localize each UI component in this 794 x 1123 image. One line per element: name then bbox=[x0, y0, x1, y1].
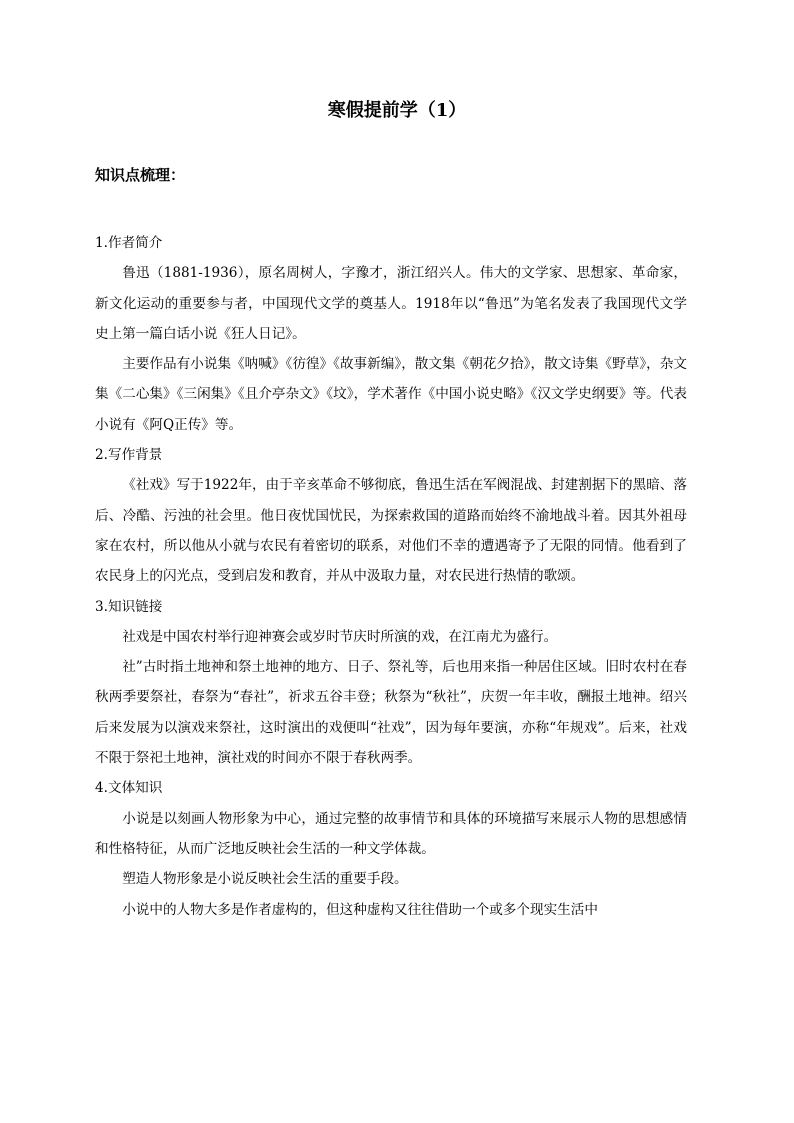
section-heading-author: 1.作者简介 bbox=[95, 235, 163, 251]
section-subtitle: 知识点梳理： bbox=[95, 166, 186, 184]
section-heading-background: 2.写作背景 bbox=[95, 447, 163, 464]
paragraph-novel-definition: 小说是以刻画人物形象为中心，通过完整的故事情节和具体的环境描写来展示人物的思想感情和性格特征，从而广泛地反映社会生活的一种文学体裁。 bbox=[95, 810, 687, 857]
paragraph-author-works: 主要作品有小说集《呐喊》《彷徨》《故事新编》，散文集《朝花夕拾》，散文诗集《野草》，杂文集《二心集》《三闲集》《且介亭杂文》《坟》，学术著作《中国小说史略》《汉文学史纲要》等。代表小说有《阿Q正传》等。 bbox=[95, 356, 687, 433]
section-heading-genre: 4.文体知识 bbox=[95, 780, 163, 797]
paragraph-background: 《社戏》写于1922年，由于辛亥革命不够彻底，鲁迅生活在军阀混战、封建割据下的黑暗、落后、冷酷、污浊的社会里。他日夜忧国忧民，为探索救国的道路而始终不渝地战斗着。因其外祖母家在农村，所以他从小就与农民有着密切的联系，对他们不幸的遭遇寄予了无限的同情。他看到了农民身上的闪光点，受到启发和教育，并从中汲取力量，对农民进行热情的歌颂。 bbox=[95, 477, 687, 585]
paragraph-she-meaning: 社”古时指土地神和祭土地神的地方、日子、祭礼等，后也用来指一种居住区域。旧时农村在春秋两季要祭社，春祭为“春社”，祈求五谷丰登；秋祭为“秋社”，庆贺一年丰收，酬报土地神。绍兴后来发展为以演戏来祭社，这时演出的戏便叫“社戏”，因为每年要演，亦称“年规戏”。后来，社戏不限于祭祀土地神，演社戏的时间亦不限于春秋两季。 bbox=[95, 659, 687, 767]
document-title: 寒假提前学（1） bbox=[327, 100, 467, 121]
paragraph-character-shaping: 塑造人物形象是小说反映社会生活的重要手段。 bbox=[122, 871, 408, 888]
section-heading-knowledge-link: 3.知识链接 bbox=[95, 598, 163, 615]
paragraph-fictional-characters: 小说中的人物大多是作者虚构的，但这种虚构又往往借助一个或多个现实生活中 bbox=[122, 901, 598, 918]
paragraph-author-bio: 鲁迅（1881-1936），原名周树人，字豫才，浙江绍兴人。伟大的文学家、思想家、革命家，新文化运动的重要参与者，中国现代文学的奠基人。1918年以“鲁迅”为笔名发表了我国现代文学史上第一篇白话小说《狂人日记》。 bbox=[95, 265, 687, 342]
paragraph-shexi-definition: 社戏是中国农村举行迎神赛会或岁时节庆时所演的戏，在江南尤为盛行。 bbox=[122, 628, 558, 645]
document-body bbox=[95, 228, 687, 925]
